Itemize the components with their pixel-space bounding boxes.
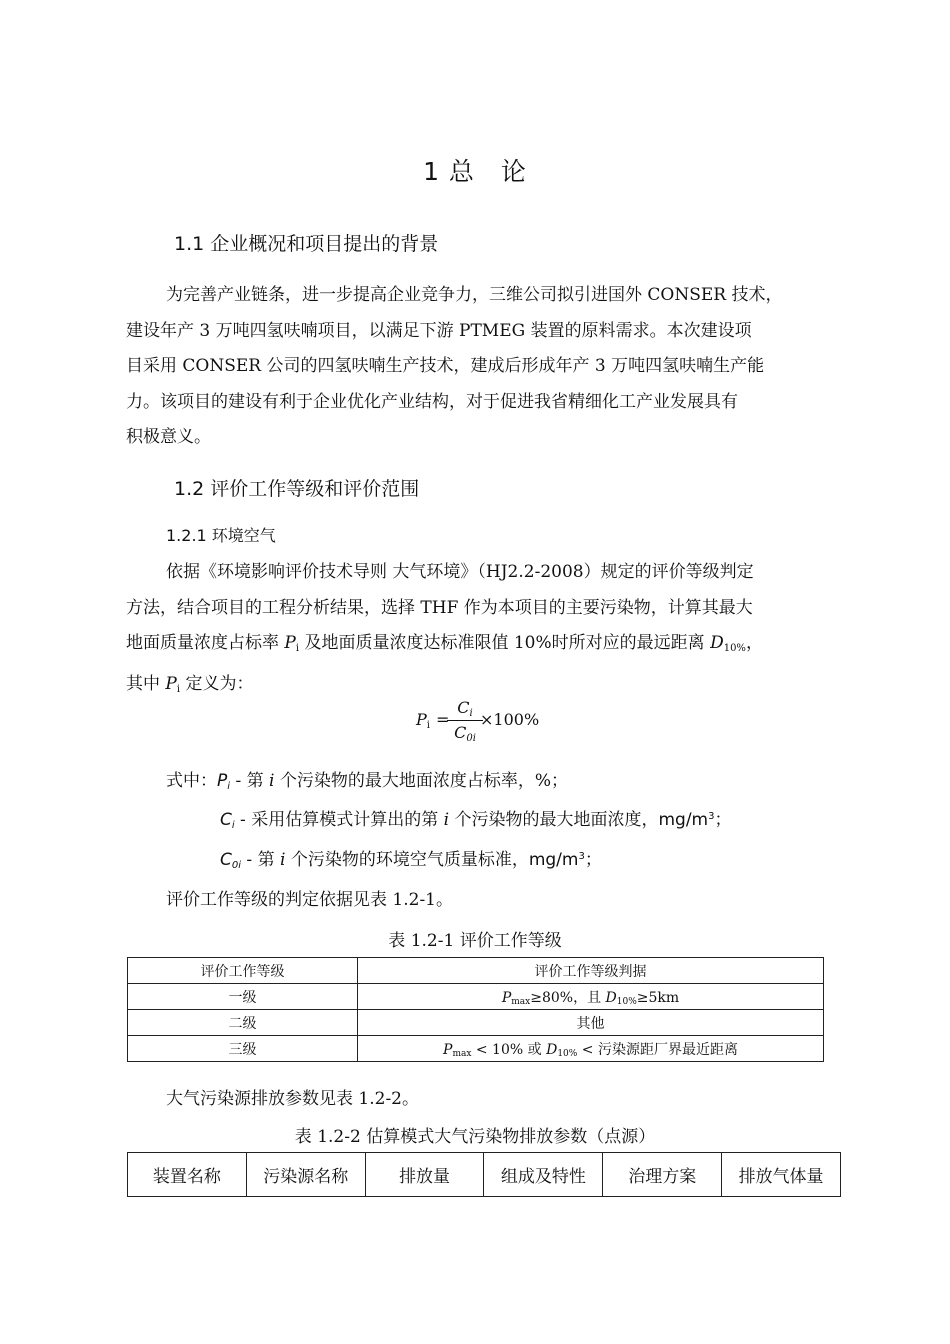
paragraph-line: 方法，结合项目的工程分析结果，选择 THF 作为本项目的主要污染物，计算其最大 xyxy=(126,597,753,618)
formula-subscript: 0i xyxy=(466,733,476,744)
text-run: ≥5km xyxy=(636,989,680,1006)
table-header-cell: 评价工作等级 xyxy=(128,958,358,984)
subscript: 0i xyxy=(231,860,242,871)
text-run: < 10% 或 xyxy=(471,1041,547,1058)
table-row xyxy=(128,984,824,1010)
formula-symbol: P xyxy=(416,710,427,729)
table-cell: 一级 xyxy=(128,984,358,1010)
table-evaluation-grade xyxy=(127,957,824,1062)
subsection-heading-1-2-1: 1.2.1 环境空气 xyxy=(166,526,276,545)
subscript: 10% xyxy=(557,1048,578,1059)
text-run: 其中 xyxy=(126,673,166,694)
text-run: - 第 xyxy=(230,771,270,791)
symbol-d: D xyxy=(546,1041,558,1058)
subscript: max xyxy=(452,1048,472,1059)
formula-subscript: i xyxy=(469,708,473,719)
paragraph-line: 建设年产 3 万吨四氢呋喃项目，以满足下游 PTMEG 装置的原料需求。本次建设项 xyxy=(126,320,752,341)
table-row xyxy=(128,1036,824,1062)
formula-times: ×100% xyxy=(480,710,540,729)
table-cell xyxy=(358,1036,824,1062)
symbol-p: P xyxy=(443,1041,453,1058)
subscript: 10% xyxy=(616,996,637,1007)
paragraph-line: 为完善产业链条，进一步提高企业竞争力，三维公司拟引进国外 CONSER 技术， xyxy=(166,285,783,305)
formula-symbol: C xyxy=(457,698,470,717)
superscript: 3 xyxy=(708,811,715,822)
text-run: - 采用估算模式计算出的第 xyxy=(234,810,444,830)
formula-equals: = xyxy=(436,710,450,729)
text-run: < 污染源距厂界最近距离 xyxy=(577,1041,738,1058)
formula-pi xyxy=(400,696,560,756)
symbol-c: C xyxy=(220,810,232,830)
text-run: 地面质量浓度占标率 xyxy=(126,633,285,653)
text-run: ≥80%，且 xyxy=(530,989,606,1006)
table-header-row xyxy=(128,1153,841,1197)
table2-reference: 大气污染源排放参数见表 1.2-2。 xyxy=(166,1089,419,1109)
table-header-row xyxy=(128,958,824,984)
table-cell xyxy=(358,984,824,1010)
subscript: max xyxy=(511,996,531,1007)
text-run: 个污染物的最大地面浓度，mg/m xyxy=(449,810,709,830)
text-run: 式中： xyxy=(166,771,217,791)
symbol-p: P xyxy=(501,989,512,1006)
symbol-i: i xyxy=(269,771,275,791)
subscript: i xyxy=(231,820,235,831)
table-header-cell: 排放量 xyxy=(365,1153,484,1197)
table-emission-parameters xyxy=(127,1152,841,1197)
table-cell: 二级 xyxy=(128,1010,358,1036)
text-run: ； xyxy=(584,850,602,870)
formula-lhs xyxy=(416,710,430,731)
fraction-numerator xyxy=(446,696,484,720)
table2-caption: 表 1.2-2 估算模式大气污染物排放参数（点源） xyxy=(294,1127,656,1147)
text-run: 定义为： xyxy=(180,673,254,694)
subscript: 10% xyxy=(723,643,746,654)
text-run: 个污染物的最大地面浓度占标率，%； xyxy=(274,771,569,791)
table-header-cell: 排放气体量 xyxy=(722,1153,841,1197)
table-row xyxy=(128,1010,824,1036)
table-header-cell: 治理方案 xyxy=(603,1153,722,1197)
paragraph-line: 积极意义。 xyxy=(126,427,211,447)
subscript: i xyxy=(227,781,231,792)
section-1-1-paragraph xyxy=(126,278,826,456)
table1-caption: 表 1.2-1 评价工作等级 xyxy=(388,931,562,951)
symbol-i: i xyxy=(443,810,450,830)
symbol-p: P xyxy=(284,633,296,653)
section-heading-1-1: 1.1 企业概况和项目提出的背景 xyxy=(174,233,439,255)
section-heading-1-2: 1.2 评价工作等级和评价范围 xyxy=(174,478,420,500)
subscript: i xyxy=(295,643,300,654)
table-header-cell: 污染源名称 xyxy=(246,1153,365,1197)
formula-symbol: C xyxy=(454,723,467,742)
chapter-title: 1 总 论 xyxy=(423,157,527,186)
definition-c0i xyxy=(220,845,602,871)
definition-ci xyxy=(220,805,731,831)
paragraph-line xyxy=(126,626,826,667)
text-run: ； xyxy=(714,810,732,830)
symbol-d: D xyxy=(605,989,617,1006)
formula-subscript: i xyxy=(426,720,430,731)
formula-fraction xyxy=(446,696,484,745)
table-cell: 其他 xyxy=(358,1010,824,1036)
symbol-d: D xyxy=(710,633,724,653)
symbol-p: P xyxy=(217,771,228,791)
paragraph-line: 目采用 CONSER 公司的四氢呋喃生产技术，建成后形成年产 3 万吨四氢呋喃生产能 xyxy=(126,356,765,376)
table-header-cell: 评价工作等级判据 xyxy=(358,958,824,984)
text-run: 个污染物的环境空气质量标准，mg/m xyxy=(285,850,579,870)
text-run: ， xyxy=(745,633,763,653)
table-header-cell: 组成及特性 xyxy=(484,1153,603,1197)
paragraph-line: 力。该项目的建设有利于企业优化产业结构，对于促进我省精细化工产业发展具有 xyxy=(126,391,738,412)
section-1-2-1-paragraph xyxy=(126,555,826,707)
text-run: - 第 xyxy=(241,850,280,870)
table-header-cell: 装置名称 xyxy=(128,1153,247,1197)
symbol-i: i xyxy=(279,850,286,870)
fraction-denominator xyxy=(446,721,484,745)
symbol-p: P xyxy=(165,673,177,694)
table1-reference: 评价工作等级的判定依据见表 1.2-1。 xyxy=(166,890,453,910)
paragraph-line: 依据《环境影响评价技术导则 大气环境》（HJ2.2-2008）规定的评价等级判定 xyxy=(166,562,754,582)
table-cell: 三级 xyxy=(128,1036,358,1062)
text-run: 及地面质量浓度达标准限值 10%时所对应的最远距离 xyxy=(299,633,711,653)
subscript: i xyxy=(176,683,181,695)
symbol-c: C xyxy=(220,850,232,870)
superscript: 3 xyxy=(578,851,585,862)
definition-pi xyxy=(166,766,568,792)
